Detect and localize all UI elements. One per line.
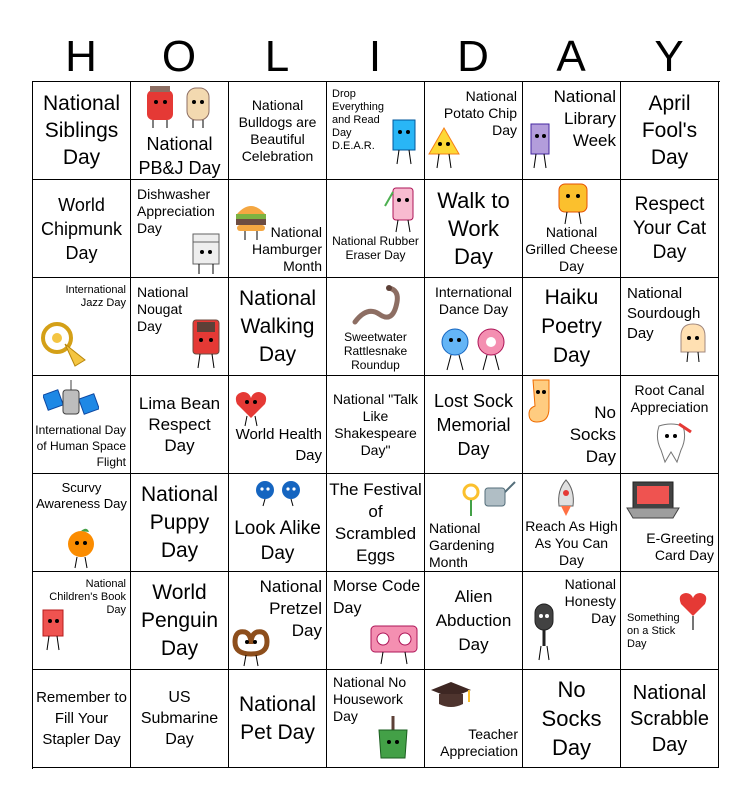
bingo-title — [32, 32, 720, 82]
bingo-cell[interactable] — [425, 82, 523, 180]
cell-label: The Festival of Scrambled Eggs — [329, 479, 422, 565]
potato-chip-character-icon — [427, 126, 461, 170]
rocket-icon — [551, 478, 581, 518]
bingo-cell[interactable] — [523, 278, 621, 376]
bingo-cell[interactable] — [131, 82, 229, 180]
cell-label: Walk to Work Day — [437, 187, 510, 269]
children-book-character-icon — [39, 606, 69, 654]
cell-label: National Scrabble Day — [630, 681, 709, 756]
bingo-cell[interactable] — [33, 572, 131, 670]
cell-label: National Honesty Day — [564, 576, 616, 626]
cell-label: National Nougat Day — [137, 284, 189, 334]
cell-label: National Sourdough Day — [627, 285, 701, 342]
watering-can-icon — [461, 476, 517, 518]
cell-label: E-Greeting Card Day — [646, 530, 714, 563]
bingo-cell[interactable] — [33, 278, 131, 376]
bingo-cell[interactable] — [621, 572, 719, 670]
cell-label: National Puppy Day — [140, 482, 219, 562]
cell-label: April Fool's Day — [641, 92, 698, 169]
cell-label: National Pet Day — [238, 692, 317, 744]
cell-label: World Penguin Day — [140, 580, 219, 660]
cell-label: Haiku Poetry Day — [541, 286, 602, 367]
cell-label: Something on a Stick Day — [627, 612, 680, 650]
dustpan-character-icon — [373, 714, 413, 766]
sock-icon — [527, 378, 557, 428]
tooth-character-icon — [651, 422, 693, 470]
cell-label: Lost Sock Memorial Day — [433, 390, 514, 459]
cell-label: National Pretzel Day — [259, 577, 322, 640]
title-letter: O — [161, 32, 197, 81]
bingo-cell[interactable] — [425, 278, 523, 376]
cell-label: World Health Day — [235, 426, 322, 464]
cell-label: National Library Week — [553, 87, 616, 150]
bingo-cell[interactable] — [229, 670, 327, 768]
heart-character-icon — [233, 388, 269, 428]
graduation-cap-icon — [429, 678, 473, 712]
sourdough-bread-character-icon — [677, 322, 709, 364]
bingo-cell[interactable] — [229, 82, 327, 180]
bingo-cell[interactable] — [33, 180, 131, 278]
cell-label: National Rubber Eraser Day — [332, 234, 419, 262]
pretzel-character-icon — [231, 624, 271, 668]
bingo-cell[interactable] — [33, 82, 131, 180]
cell-label: National Children's Book Day — [49, 578, 126, 616]
bingo-cell[interactable] — [131, 278, 229, 376]
bingo-cell[interactable] — [327, 278, 425, 376]
bingo-cell[interactable] — [621, 82, 719, 180]
cell-label: National No Housework Day — [333, 674, 407, 724]
cell-label: National Grilled Cheese Day — [525, 224, 618, 274]
cell-label: Teacher Appreciation — [440, 726, 518, 759]
bingo-cell[interactable] — [425, 474, 523, 572]
cell-label: International Jazz Day — [65, 284, 126, 309]
bingo-cell[interactable] — [425, 376, 523, 474]
bingo-cell[interactable] — [523, 82, 621, 180]
cell-label: National Siblings Day — [42, 92, 121, 169]
bingo-cell[interactable] — [229, 572, 327, 670]
satellite-icon — [43, 378, 99, 424]
bingo-cell[interactable] — [425, 670, 523, 768]
book-character-icon — [389, 118, 423, 166]
look-alike-characters-icon — [251, 478, 305, 508]
bingo-cell[interactable] — [523, 180, 621, 278]
cell-label: No Socks Day — [541, 677, 602, 760]
radio-character-icon — [367, 616, 421, 666]
bingo-cell[interactable] — [33, 670, 131, 768]
bingo-cell[interactable] — [523, 670, 621, 768]
cell-label: National Gardening Month — [429, 520, 495, 570]
cell-label: No Socks Day — [569, 403, 616, 466]
cell-label: National PB&J Day — [138, 134, 221, 178]
cell-label: Respect Your Cat Day — [632, 193, 707, 263]
cell-label: National Potato Chip Day — [443, 88, 517, 138]
bingo-cell[interactable] — [621, 376, 719, 474]
title-letter: A — [556, 32, 586, 81]
bingo-cell[interactable] — [621, 670, 719, 768]
cell-label: National "Talk Like Shakespeare Day" — [332, 390, 419, 458]
bingo-cell[interactable] — [131, 670, 229, 768]
bingo-cell[interactable] — [229, 474, 327, 572]
cell-label: National Bulldogs are Beautiful Celebration — [238, 96, 317, 164]
bingo-cell[interactable] — [425, 572, 523, 670]
cell-label: International Day of Human Space Flight — [35, 423, 126, 469]
cell-label: National Hamburger Month — [251, 224, 322, 274]
bingo-cell[interactable] — [327, 572, 425, 670]
rattlesnake-icon — [349, 282, 403, 328]
title-letter: D — [457, 32, 489, 81]
cell-label: Remember to Fill Your Stapler Day — [36, 689, 127, 748]
bingo-cell[interactable] — [327, 474, 425, 572]
chocolate-nougat-character-icon — [183, 318, 225, 372]
bingo-cell[interactable] — [327, 180, 425, 278]
cell-label: Root Canal Appreciation — [630, 382, 709, 415]
bingo-cell[interactable] — [327, 376, 425, 474]
cell-label: Morse Code Day — [333, 578, 421, 617]
dishwasher-character-icon — [187, 232, 225, 276]
bingo-cell[interactable] — [229, 376, 327, 474]
title-letter: Y — [654, 32, 684, 81]
bingo-cell[interactable] — [523, 474, 621, 572]
cell-label: Look Alike Day — [234, 518, 321, 564]
pb-and-j-characters-icon — [141, 84, 217, 130]
bingo-cell[interactable] — [33, 376, 131, 474]
orange-character-icon — [63, 528, 99, 570]
title-letter: L — [264, 32, 290, 81]
dancing-characters-icon — [433, 326, 515, 372]
grilled-cheese-character-icon — [553, 182, 593, 226]
bingo-cell[interactable] — [425, 180, 523, 278]
cell-label: Sweetwater Rattlesnake Roundup — [343, 330, 408, 372]
bingo-cell[interactable] — [523, 376, 621, 474]
cell-label: World Chipmunk Day — [40, 194, 123, 263]
title-letter: H — [65, 32, 97, 81]
cell-label: US Submarine Day — [140, 689, 219, 748]
cell-label: Scurvy Awareness Day — [36, 480, 127, 511]
bingo-cell[interactable] — [621, 474, 719, 572]
bingo-grid — [32, 81, 720, 769]
bingo-cell[interactable] — [131, 572, 229, 670]
cell-label: Lima Bean Respect Day — [138, 394, 221, 455]
bingo-cell[interactable] — [131, 376, 229, 474]
title-letter: I — [368, 32, 382, 81]
bingo-cell[interactable] — [327, 670, 425, 768]
rubber-eraser-icon — [383, 184, 419, 234]
bingo-cell[interactable] — [621, 180, 719, 278]
cell-label: International Dance Day — [434, 284, 513, 317]
bingo-cell[interactable] — [327, 82, 425, 180]
bingo-cell[interactable] — [621, 278, 719, 376]
microphone-character-icon — [529, 602, 559, 664]
laptop-icon — [625, 478, 681, 526]
french-horn-icon — [35, 308, 89, 368]
cell-label: National Walking Day — [238, 286, 317, 366]
cell-label: Drop Everything and Read Day D.E.A.R. — [332, 88, 384, 152]
bingo-cell[interactable] — [131, 474, 229, 572]
bingo-cell[interactable] — [523, 572, 621, 670]
cell-label: Dishwasher Appreciation Day — [137, 186, 215, 236]
bingo-cell[interactable] — [131, 180, 229, 278]
cell-label: Reach As High As You Can Day — [525, 518, 618, 568]
bingo-cell[interactable] — [229, 180, 327, 278]
library-book-icon — [525, 122, 557, 170]
cell-label: Alien Abduction Day — [435, 586, 512, 654]
bingo-cell[interactable] — [33, 474, 131, 572]
bingo-cell[interactable] — [229, 278, 327, 376]
